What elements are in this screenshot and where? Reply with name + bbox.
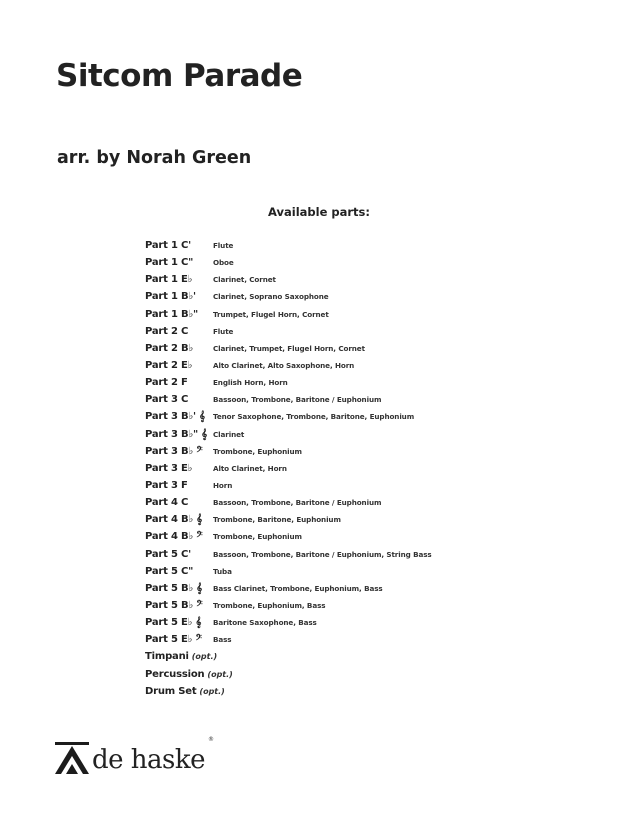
list-item <box>145 614 432 631</box>
part-instruments: Alto Clarinet, Horn <box>213 463 287 473</box>
part-name: Part 3 B♭" 𝄞 <box>145 428 207 440</box>
part-name: Part 1 B♭' <box>145 291 196 303</box>
part-name: Part 4 B♭ 𝄢 <box>145 531 203 543</box>
part-name: Part 5 E♭ 𝄞 <box>145 617 202 629</box>
part-instruments: Bass <box>213 635 232 645</box>
arranger-credit: arr. by Norah Green <box>57 148 252 168</box>
part-name: Part 3 B♭' 𝄞 <box>145 411 205 423</box>
part-name: Part 4 C <box>145 497 189 509</box>
list-item <box>145 460 432 477</box>
list-item <box>145 477 432 494</box>
page-title: Sitcom Parade <box>56 58 303 94</box>
optional-part-name: Timpani <box>145 651 189 663</box>
part-name: Part 1 B♭" <box>145 308 198 320</box>
part-instruments: Trombone, Euphonium <box>213 446 302 456</box>
part-name: Part 5 B♭ 𝄞 <box>145 582 202 594</box>
part-instruments: Flute <box>213 241 234 251</box>
part-name: Part 3 C <box>145 394 189 406</box>
part-name: Part 2 F <box>145 377 188 389</box>
parts-heading: Available parts: <box>268 205 370 219</box>
part-instruments: Tenor Saxophone, Trombone, Baritone, Euphonium <box>213 412 415 422</box>
publisher-logo <box>55 736 214 775</box>
list-item <box>145 511 432 528</box>
list-item <box>145 546 432 563</box>
list-item <box>145 666 432 683</box>
part-instruments: Trombone, Euphonium, Bass <box>213 601 326 611</box>
part-name: Part 5 C" <box>145 565 194 577</box>
de-haske-logo-icon <box>55 742 89 774</box>
list-item <box>145 323 432 340</box>
list-item <box>145 408 432 425</box>
part-instruments: Trombone, Baritone, Euphonium <box>213 515 341 525</box>
list-item <box>145 340 432 357</box>
part-instruments: Alto Clarinet, Alto Saxophone, Horn <box>213 361 355 371</box>
part-name: Part 2 C <box>145 325 189 337</box>
part-instruments: Clarinet, Cornet <box>213 275 276 285</box>
part-instruments: Bassoon, Trombone, Baritone / Euphonium, String Bass <box>213 549 432 559</box>
part-instruments: Clarinet, Soprano Saxophone <box>213 292 329 302</box>
part-instruments: Bassoon, Trombone, Baritone / Euphonium <box>213 498 382 508</box>
part-name: Part 3 B♭ 𝄢 <box>145 445 203 457</box>
part-instruments: Trumpet, Flugel Horn, Cornet <box>213 309 329 319</box>
part-instruments: Tuba <box>213 566 232 576</box>
list-item <box>145 597 432 614</box>
optional-part-name: Percussion <box>145 668 205 680</box>
part-name: Part 5 B♭ 𝄢 <box>145 600 203 612</box>
parts-list <box>145 237 432 700</box>
part-instruments: Clarinet <box>213 429 245 439</box>
optional-part-name: Drum Set <box>145 685 197 697</box>
list-item <box>145 271 432 288</box>
list-item <box>145 357 432 374</box>
part-instruments: Bass Clarinet, Trombone, Euphonium, Bass <box>213 583 383 593</box>
part-name: Part 3 F <box>145 480 188 492</box>
list-item <box>145 494 432 511</box>
optional-note: (opt.) <box>207 669 233 679</box>
part-instruments: Bassoon, Trombone, Baritone / Euphonium <box>213 395 382 405</box>
optional-note: (opt.) <box>191 652 218 662</box>
part-instruments: Clarinet, Trumpet, Flugel Horn, Cornet <box>213 343 365 353</box>
part-name: Part 1 C" <box>145 257 194 269</box>
part-name: Part 2 E♭ <box>145 360 193 372</box>
list-item <box>145 563 432 580</box>
part-instruments: Trombone, Euphonium <box>213 532 302 542</box>
list-item <box>145 683 432 700</box>
part-name: Part 2 B♭ <box>145 342 193 354</box>
part-name: Part 1 C' <box>145 240 192 252</box>
part-name: Part 5 C' <box>145 548 192 560</box>
part-instruments: Baritone Saxophone, Bass <box>213 618 317 628</box>
part-name: Part 5 E♭ 𝄢 <box>145 634 202 646</box>
list-item <box>145 288 432 305</box>
publisher-name: de haske <box>92 745 206 775</box>
registered-mark: ® <box>208 736 214 743</box>
list-item <box>145 391 432 408</box>
list-item <box>145 648 432 665</box>
list-item <box>145 580 432 597</box>
part-instruments: Horn <box>213 481 233 491</box>
part-name: Part 3 E♭ <box>145 462 193 474</box>
optional-note: (opt.) <box>199 686 225 696</box>
list-item <box>145 443 432 460</box>
list-item <box>145 426 432 443</box>
list-item <box>145 237 432 254</box>
part-instruments: English Horn, Horn <box>213 378 288 388</box>
list-item <box>145 528 432 545</box>
list-item <box>145 254 432 271</box>
list-item <box>145 306 432 323</box>
part-instruments: Oboe <box>213 258 234 268</box>
list-item <box>145 631 432 648</box>
part-instruments: Flute <box>213 326 234 336</box>
list-item <box>145 374 432 391</box>
part-name: Part 1 E♭ <box>145 274 193 286</box>
part-name: Part 4 B♭ 𝄞 <box>145 514 202 526</box>
